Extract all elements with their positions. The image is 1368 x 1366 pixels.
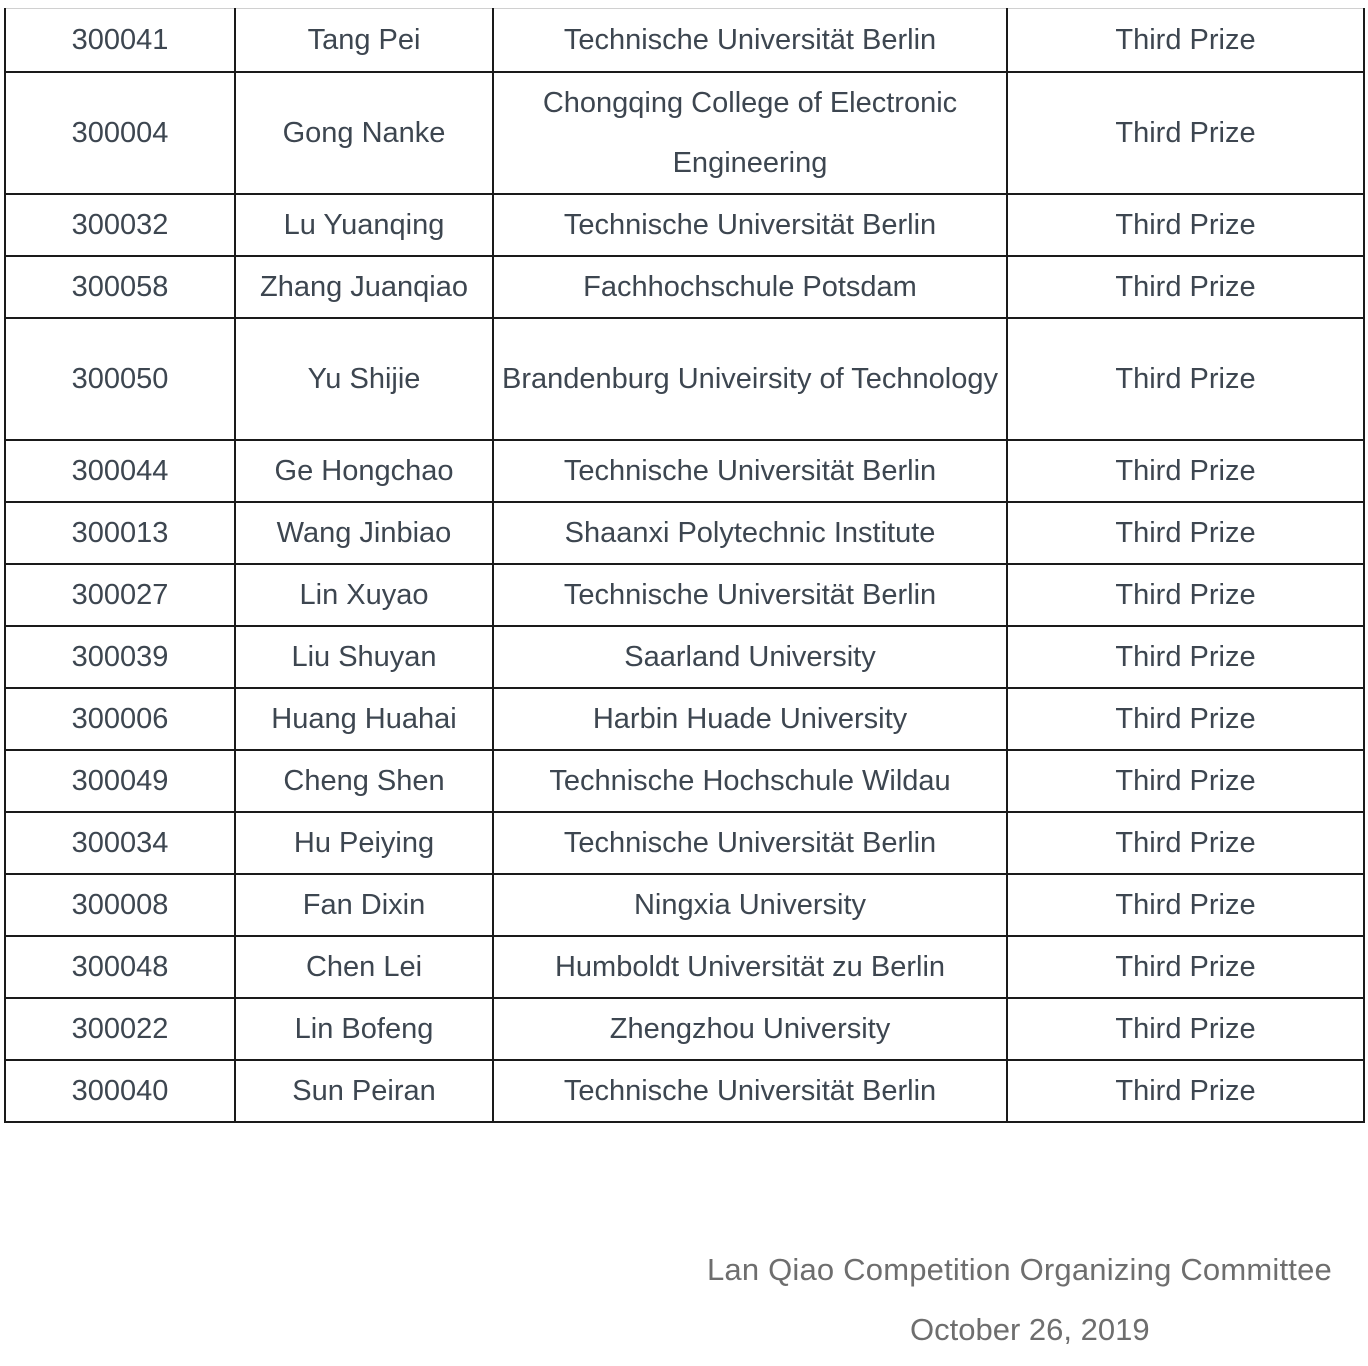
- table-cell-id: 300013: [5, 502, 235, 564]
- table-row: [5, 318, 1364, 440]
- table-row: [5, 1060, 1364, 1122]
- table-cell-prize: Third Prize: [1007, 9, 1364, 72]
- table-cell-name: Liu Shuyan: [235, 626, 493, 688]
- table-cell-name: Tang Pei: [235, 9, 493, 72]
- table-row: [5, 626, 1364, 688]
- organizer-signature: Lan Qiao Competition Organizing Committee: [706, 1252, 1332, 1287]
- table-cell-prize: Third Prize: [1007, 194, 1364, 256]
- table-cell-name: Ge Hongchao: [235, 440, 493, 502]
- table-cell-institution: Technische Universität Berlin: [493, 9, 1007, 72]
- table-cell-name: Lin Xuyao: [235, 564, 493, 626]
- table-cell-institution: Technische Universität Berlin: [493, 564, 1007, 626]
- table-cell-id: 300039: [5, 626, 235, 688]
- table-cell-name: Lu Yuanqing: [235, 194, 493, 256]
- table-row: [5, 812, 1364, 874]
- table-cell-prize: Third Prize: [1007, 256, 1364, 318]
- table-row: [5, 936, 1364, 998]
- table-cell-institution: Zhengzhou University: [493, 998, 1007, 1060]
- table-cell-institution: Technische Hochschule Wildau: [493, 750, 1007, 812]
- table-cell-id: 300048: [5, 936, 235, 998]
- table-cell-institution: Technische Universität Berlin: [493, 194, 1007, 256]
- table-cell-id: 300044: [5, 440, 235, 502]
- table-cell-prize: Third Prize: [1007, 502, 1364, 564]
- table-cell-institution: Technische Universität Berlin: [493, 1060, 1007, 1122]
- table-row: [5, 502, 1364, 564]
- table-cell-institution: Harbin Huade University: [493, 688, 1007, 750]
- table-cell-prize: Third Prize: [1007, 936, 1364, 998]
- table-row: [5, 998, 1364, 1060]
- table-cell-institution: Fachhochschule Potsdam: [493, 256, 1007, 318]
- table-cell-prize: Third Prize: [1007, 626, 1364, 688]
- table-cell-name: Chen Lei: [235, 936, 493, 998]
- table-cell-id: 300008: [5, 874, 235, 936]
- table-cell-name: Sun Peiran: [235, 1060, 493, 1122]
- table-cell-prize: Third Prize: [1007, 998, 1364, 1060]
- results-table-body: [5, 9, 1364, 1122]
- table-cell-id: 300034: [5, 812, 235, 874]
- table-cell-id: 300040: [5, 1060, 235, 1122]
- table-cell-institution: Humboldt Universität zu Berlin: [493, 936, 1007, 998]
- table-row: [5, 564, 1364, 626]
- table-cell-id: 300022: [5, 998, 235, 1060]
- table-cell-name: Wang Jinbiao: [235, 502, 493, 564]
- table-cell-institution: Technische Universität Berlin: [493, 440, 1007, 502]
- table-cell-name: Lin Bofeng: [235, 998, 493, 1060]
- table-cell-name: Hu Peiying: [235, 812, 493, 874]
- table-cell-name: Gong Nanke: [235, 72, 493, 194]
- table-cell-prize: Third Prize: [1007, 564, 1364, 626]
- table-cell-id: 300032: [5, 194, 235, 256]
- table-cell-institution: Technische Universität Berlin: [493, 812, 1007, 874]
- table-cell-id: 300004: [5, 72, 235, 194]
- table-cell-prize: Third Prize: [1007, 750, 1364, 812]
- table-row: [5, 256, 1364, 318]
- table-row: [5, 72, 1364, 194]
- table-row: [5, 9, 1364, 72]
- table-cell-prize: Third Prize: [1007, 72, 1364, 194]
- table-cell-institution: Ningxia University: [493, 874, 1007, 936]
- table-cell-prize: Third Prize: [1007, 812, 1364, 874]
- table-cell-institution: Chongqing College of Electronic Engineering: [493, 72, 1007, 194]
- table-cell-institution: Brandenburg Univeirsity of Technology: [493, 318, 1007, 440]
- table-cell-name: Zhang Juanqiao: [235, 256, 493, 318]
- table-cell-prize: Third Prize: [1007, 318, 1364, 440]
- table-cell-id: 300041: [5, 9, 235, 72]
- table-cell-institution: Shaanxi Polytechnic Institute: [493, 502, 1007, 564]
- table-cell-prize: Third Prize: [1007, 874, 1364, 936]
- table-row: [5, 194, 1364, 256]
- table-cell-prize: Third Prize: [1007, 688, 1364, 750]
- table-cell-id: 300050: [5, 318, 235, 440]
- table-row: [5, 688, 1364, 750]
- results-table: [4, 8, 1365, 1123]
- announcement-date: October 26, 2019: [910, 1312, 1150, 1347]
- table-cell-id: 300027: [5, 564, 235, 626]
- table-cell-institution: Saarland University: [493, 626, 1007, 688]
- table-row: [5, 874, 1364, 936]
- table-row: [5, 440, 1364, 502]
- table-cell-prize: Third Prize: [1007, 440, 1364, 502]
- table-cell-id: 300049: [5, 750, 235, 812]
- table-cell-name: Fan Dixin: [235, 874, 493, 936]
- table-cell-id: 300058: [5, 256, 235, 318]
- table-cell-name: Yu Shijie: [235, 318, 493, 440]
- table-cell-prize: Third Prize: [1007, 1060, 1364, 1122]
- table-cell-name: Huang Huahai: [235, 688, 493, 750]
- table-cell-name: Cheng Shen: [235, 750, 493, 812]
- table-row: [5, 750, 1364, 812]
- table-cell-id: 300006: [5, 688, 235, 750]
